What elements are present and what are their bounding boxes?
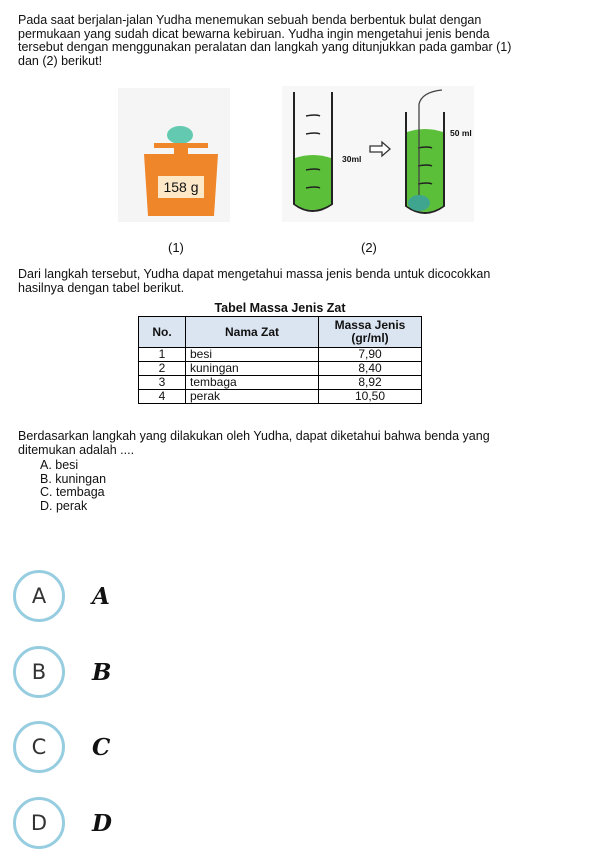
density-table bbox=[138, 316, 422, 404]
option-text: B bbox=[92, 658, 112, 686]
choice-item: A. besi bbox=[40, 458, 79, 472]
option-letter-circle[interactable]: D bbox=[13, 797, 65, 849]
ball-in-water-icon bbox=[408, 195, 430, 211]
intro-line: Pada saat berjalan-jalan Yudha menemukan sebuah benda berbentuk bulat dengan bbox=[18, 13, 482, 27]
label-final-volume: 50 ml bbox=[450, 128, 472, 138]
choice-list bbox=[40, 459, 106, 513]
cylinder-1-water bbox=[295, 155, 331, 210]
figure-scale bbox=[118, 88, 230, 222]
cell-name: besi bbox=[186, 348, 319, 362]
cell-density: 8,40 bbox=[319, 362, 422, 376]
table-row bbox=[139, 348, 422, 362]
header-density-line1: Massa Jenis bbox=[334, 318, 406, 332]
table-title: Tabel Massa Jenis Zat bbox=[214, 301, 346, 315]
caption-figure-1: (1) bbox=[168, 240, 184, 255]
scale-illustration bbox=[118, 88, 230, 222]
table-row bbox=[139, 362, 422, 376]
option-letter-circle[interactable]: C bbox=[13, 721, 65, 773]
choice-item: D. perak bbox=[40, 498, 88, 513]
cell-density: 7,90 bbox=[319, 348, 422, 362]
cell-name: perak bbox=[186, 390, 319, 404]
closing-paragraph bbox=[18, 430, 572, 457]
label-initial-volume: 30ml bbox=[342, 154, 362, 164]
option-letter-circle[interactable]: A bbox=[13, 570, 65, 622]
mid-line: hasilnya dengan tabel berikut. bbox=[18, 280, 185, 295]
closing-line: Berdasarkan langkah yang dilakukan oleh Yudha, dapat diketahui bahwa benda yang bbox=[18, 429, 490, 443]
header-no: No. bbox=[139, 317, 186, 348]
answer-option-c[interactable] bbox=[13, 720, 110, 774]
cell-name: kuningan bbox=[186, 362, 319, 376]
intro-line: dan (2) berikut! bbox=[18, 53, 103, 68]
cell-no: 4 bbox=[139, 390, 186, 404]
header-name: Nama Zat bbox=[186, 317, 319, 348]
intro-paragraph bbox=[18, 14, 572, 68]
intro-line: permukaan yang sudah dicat bewarna kebiruan. Yudha ingin mengetahui jenis benda bbox=[18, 26, 490, 41]
cell-no: 2 bbox=[139, 362, 186, 376]
cell-density: 8,92 bbox=[319, 376, 422, 390]
scale-pan bbox=[154, 143, 208, 148]
scale-display bbox=[158, 176, 204, 198]
table-row bbox=[139, 376, 422, 390]
option-text: A bbox=[92, 582, 110, 610]
cylinders-illustration bbox=[282, 86, 474, 222]
option-text: C bbox=[92, 733, 111, 761]
cell-name: tembaga bbox=[186, 376, 319, 390]
mid-paragraph bbox=[18, 268, 572, 295]
caption-figure-2: (2) bbox=[361, 240, 377, 255]
header-density bbox=[319, 317, 422, 348]
mid-line: Dari langkah tersebut, Yudha dapat mengetahui massa jenis benda untuk dicocokkan bbox=[18, 267, 491, 281]
ball-icon bbox=[167, 126, 193, 144]
cell-density: 10,50 bbox=[319, 390, 422, 404]
scale-neck bbox=[174, 148, 188, 154]
scale-reading: 158 g bbox=[163, 179, 199, 195]
table-row bbox=[139, 390, 422, 404]
option-text: D bbox=[92, 809, 112, 837]
intro-line: tersebut dengan menggunakan peralatan dan langkah yang ditunjukkan pada gambar (1) bbox=[18, 40, 512, 54]
option-letter-circle[interactable]: B bbox=[13, 646, 65, 698]
answer-option-b[interactable] bbox=[13, 645, 111, 699]
header-density-line2: (gr/ml) bbox=[351, 331, 389, 345]
choice-item: C. tembaga bbox=[40, 485, 105, 499]
cell-no: 3 bbox=[139, 376, 186, 390]
choice-item: B. kuningan bbox=[40, 471, 107, 486]
figure-cylinders bbox=[282, 86, 474, 222]
cell-no: 1 bbox=[139, 348, 186, 362]
answer-option-a[interactable] bbox=[13, 569, 110, 623]
closing-line: ditemukan adalah .... bbox=[18, 442, 135, 457]
arrow-right-icon bbox=[370, 142, 390, 156]
table-header-row bbox=[139, 317, 422, 348]
answer-option-d[interactable] bbox=[13, 796, 112, 850]
